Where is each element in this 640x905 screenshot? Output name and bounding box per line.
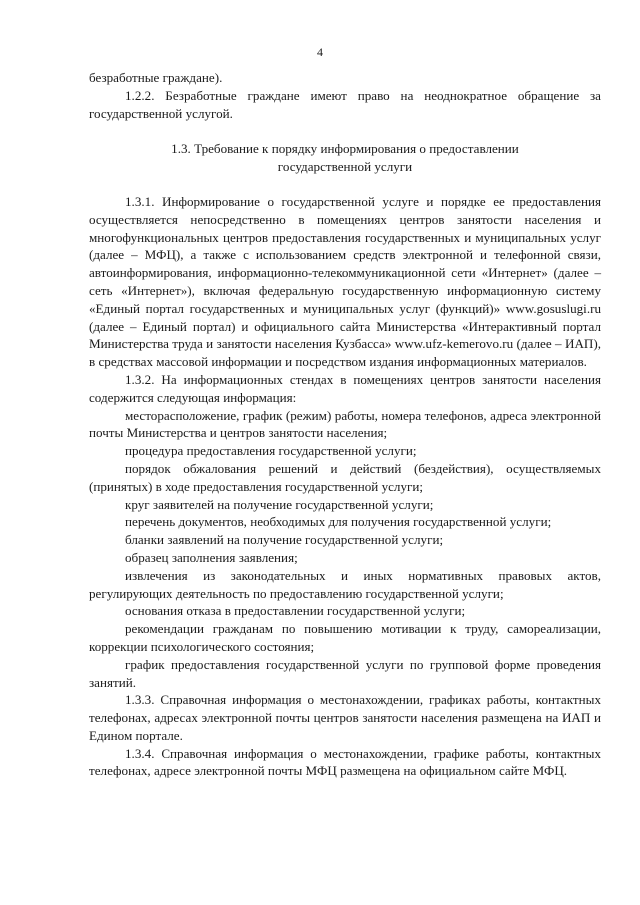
list-item: образец заполнения заявления; <box>125 549 298 565</box>
list-item: график предоставления государственной услуги по групповой форме проведения занятий. <box>89 656 601 690</box>
section-heading-1-3: 1.3. Требование к порядку информирования о предоставлении государственной услуги <box>171 141 519 175</box>
list-item: порядок обжалования решений и действий (бездействия), осуществляемых (принятых) в ходе предоставления государственной услуги; <box>89 460 601 494</box>
paragraph-1-3-2: 1.3.2. На информационных стендах в помещениях центров занятости населения содержится следующая информация: <box>89 371 601 405</box>
paragraph-1-3-4: 1.3.4. Справочная информация о местонахождении, графике работы, контактных телефонах, адресе электронной почты МФЦ размещена на официальном сайте МФЦ. <box>89 745 601 779</box>
document-body <box>89 69 601 780</box>
list-item: процедура предоставления государственной услуги; <box>125 443 417 459</box>
list-item: бланки заявлений на получение государственной услуги; <box>125 532 444 548</box>
page-number: 4 <box>317 45 323 59</box>
list-item: перечень документов, необходимых для получения государственной услуги; <box>125 514 552 530</box>
list-item: рекомендации гражданам по повышению мотивации к труду, самореализации, коррекции психологического состояния; <box>89 621 601 654</box>
list-item: основания отказа в предоставлении государственной услуги; <box>125 603 466 619</box>
list-item: извлечения из законодательных и иных нормативных правовых актов, регулирующих деятельность по предоставлению государственной услуги; <box>89 567 601 601</box>
paragraph-1-3-1: 1.3.1. Информирование о государственной услуге и порядке ее предоставления осуществляется непосредственно в помещениях центров занятости населения и многофункциональных центров предоставления государственных и муниципальных услуг (далее – МФЦ), а также с использованием средств электронной и телефонной связи, автоинформирования, информационно-телекоммуникационной сети «Интернет» (далее – сеть «Интернет»), включая федеральную государственную информационную систему «Единый портал государственных и муниципальных услуг (функций)» www.gosuslugi.ru (далее – Единый портал) и официального сайта Министерства «Интерактивный портал Министерства труда и занятости населения Кузбасса» www.ufz-kemerovo.ru (далее – ИАП), в средствах массовой информации и посредством издания информационных материалов. <box>89 193 601 370</box>
paragraph-1-3-3: 1.3.3. Справочная информация о местонахождении, графиках работы, контактных телефонах, адресах электронной почты центров занятости населения размещена на ИАП и Едином портале. <box>89 692 601 743</box>
paragraph-intro-end: безработные граждане). <box>89 70 223 85</box>
list-item: круг заявителей на получение государственной услуги; <box>125 496 434 512</box>
list-item: месторасположение, график (режим) работы, номера телефонов, адреса электронной почты Министерства и центров занятости населения; <box>89 407 601 441</box>
paragraph-1-2-2: 1.2.2. Безработные граждане имеют право на неоднократное обращение за государственной услугой. <box>89 87 601 121</box>
